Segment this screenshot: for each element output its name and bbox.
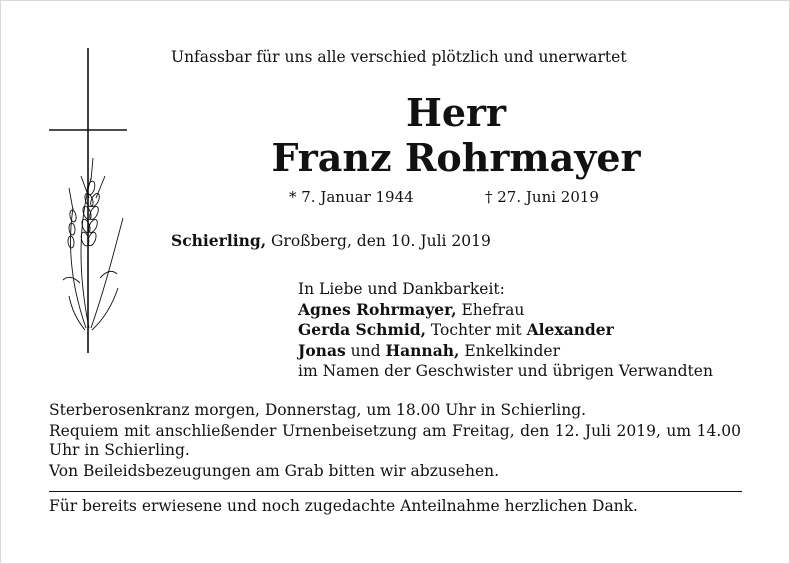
mourner-name: Jonas <box>298 340 346 360</box>
birth-date: * 7. Januar 1944 <box>289 188 414 206</box>
intro-text: Unfassbar für uns alle verschied plötzlich und unerwartet <box>171 48 627 66</box>
mourner-conj: und <box>345 341 386 360</box>
thanks-text: Für bereits erwiesene und noch zugedachte Anteilnahme herzlichen Dank. <box>49 497 638 515</box>
mourner-role: Tochter mit <box>425 321 527 339</box>
requiem-info: Requiem mit anschließender Urnenbeisetzung am Freitag, den 12. Juli 2019, um 14.00 Uhr in Schierling. <box>49 422 741 459</box>
salutation: Herr <box>405 90 507 135</box>
place-town: Schierling, <box>171 231 267 250</box>
death-date: † 27. Juni 2019 <box>485 188 599 206</box>
mourner-role: Ehefrau <box>456 300 525 319</box>
mourner-line <box>298 300 713 321</box>
closing-heading: In Liebe und Dankbarkeit: <box>298 280 505 298</box>
service-info <box>49 401 741 481</box>
mourner-name: Hannah, <box>385 340 460 360</box>
mourner-name: Agnes Rohrmayer, <box>298 299 457 319</box>
mourner-line <box>298 320 713 341</box>
condolence-request: Von Beileidsbezeugungen am Grab bitten wir abzusehen. <box>49 462 500 480</box>
mourner-role: Enkelkinder <box>459 341 560 360</box>
mourner-line <box>298 341 713 362</box>
mourner-name: Gerda Schmid, <box>298 320 426 339</box>
mourner-line: im Namen der Geschwister und übrigen Verwandten <box>298 362 713 380</box>
place-rest: Großberg, den 10. Juli 2019 <box>266 232 491 250</box>
mourners-block <box>298 279 713 382</box>
deceased-name: Franz Rohrmayer <box>271 135 641 180</box>
mourner-name: Alexander <box>526 320 614 339</box>
place-and-date <box>171 231 491 250</box>
divider <box>49 491 742 492</box>
rosary-info: Sterberosenkranz morgen, Donnerstag, um 18.00 Uhr in Schierling. <box>49 401 587 419</box>
